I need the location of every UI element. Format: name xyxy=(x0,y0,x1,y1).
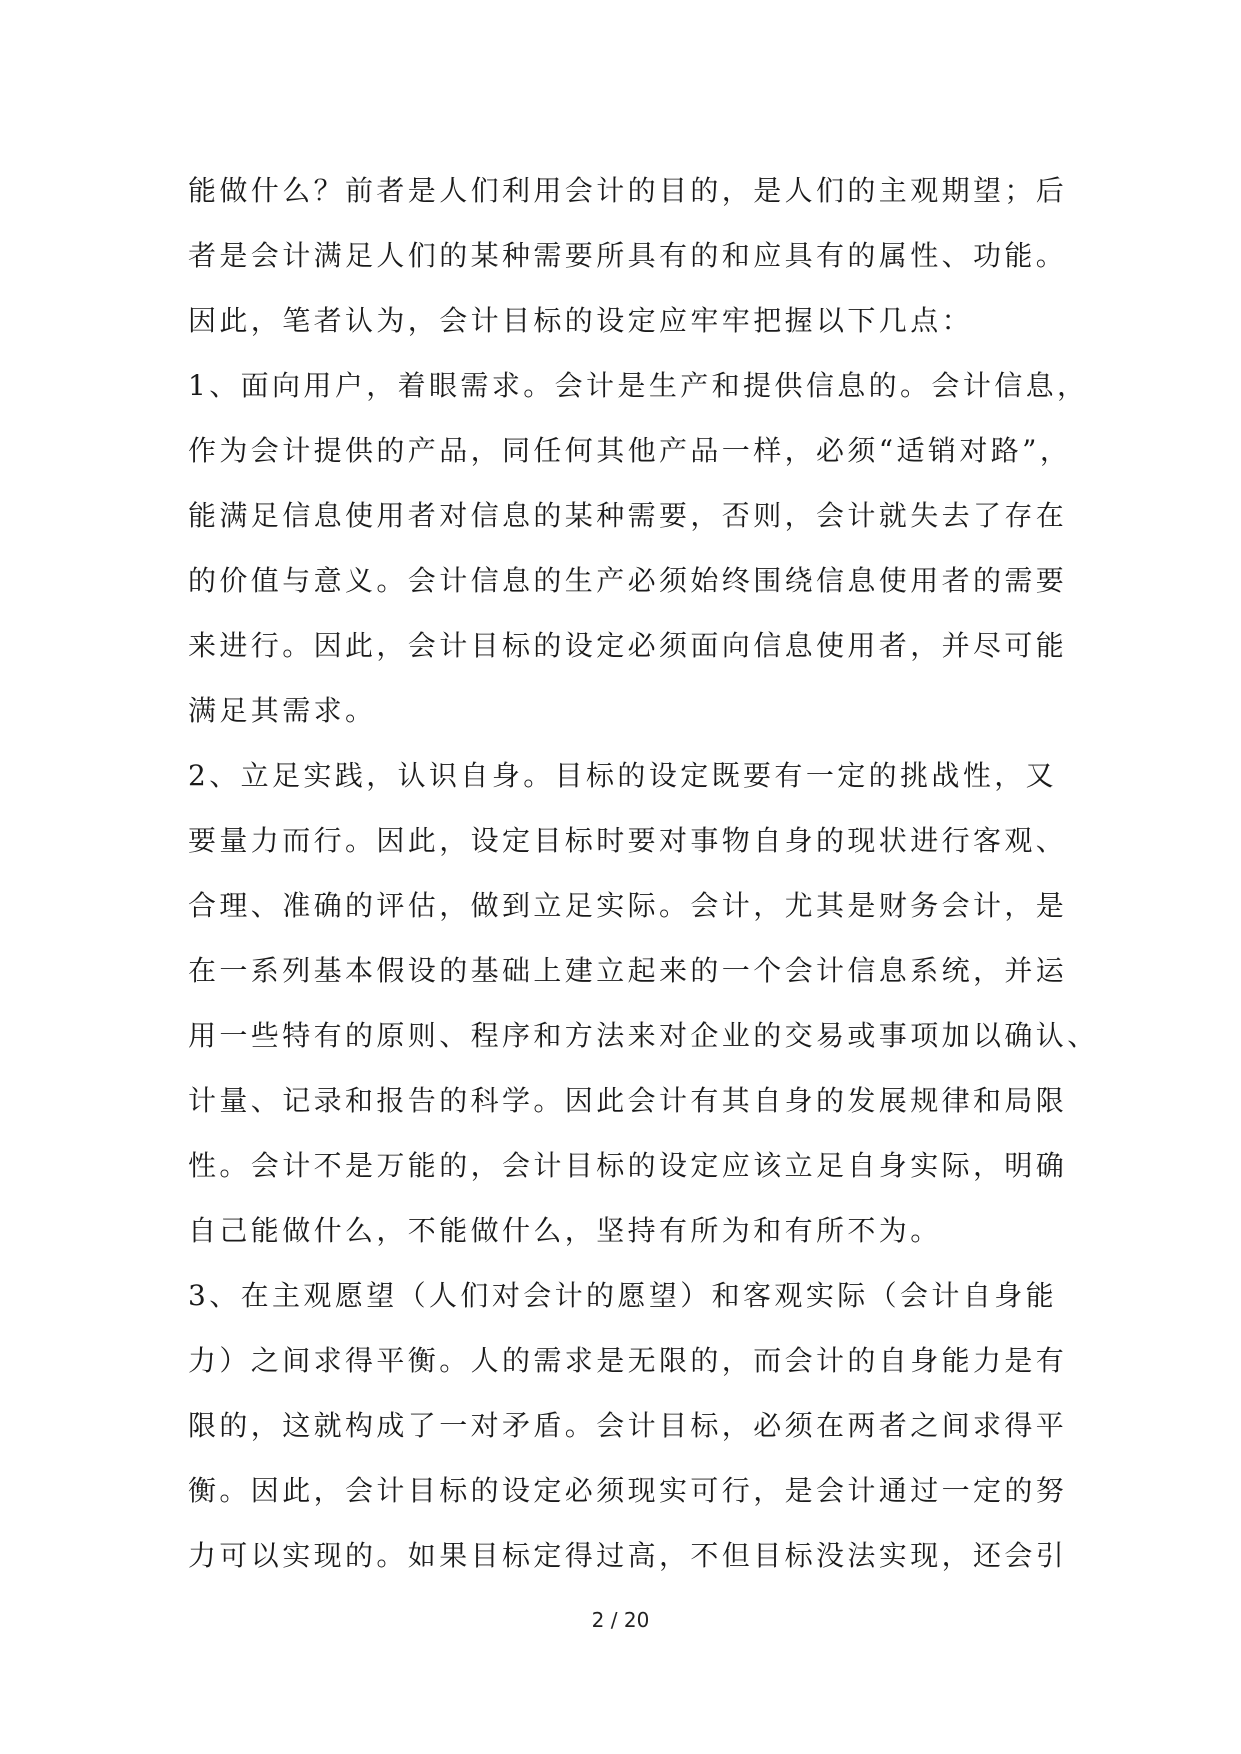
text-line-2: 者是会计满足人们的某种需要所具有的和应具有的属性、功能。 xyxy=(188,239,1068,272)
text-line-15: 计量、记录和报告的科学。因此会计有其自身的发展规律和局限 xyxy=(188,1084,1068,1117)
text-line-13: 在一系列基本假设的基础上建立起来的一个会计信息系统，并运 xyxy=(188,954,1068,987)
text-line-1: 能做什么？前者是人们利用会计的目的，是人们的主观期望；后 xyxy=(188,174,1068,207)
text-line-6: 能满足信息使用者对信息的某种需要，否则，会计就失去了存在 xyxy=(188,499,1068,532)
text-line-18: 3、在主观愿望（人们对会计的愿望）和客观实际（会计自身能 xyxy=(188,1279,1058,1312)
text-line-22: 力可以实现的。如果目标定得过高，不但目标没法实现，还会引 xyxy=(188,1539,1068,1572)
text-line-21: 衡。因此，会计目标的设定必须现实可行，是会计通过一定的努 xyxy=(188,1474,1068,1507)
text-line-9: 满足其需求。 xyxy=(188,694,377,727)
text-line-4: 1、面向用户，着眼需求。会计是生产和提供信息的。会计信息， xyxy=(188,369,1089,402)
page-number: 2 / 20 xyxy=(591,1608,650,1632)
text-line-17: 自己能做什么，不能做什么，坚持有所为和有所不为。 xyxy=(188,1214,942,1247)
text-line-14: 用一些特有的原则、程序和方法来对企业的交易或事项加以确认、 xyxy=(188,1019,1099,1052)
text-line-16: 性。会计不是万能的，会计目标的设定应该立足自身实际，明确 xyxy=(188,1149,1068,1182)
text-line-12: 合理、准确的评估，做到立足实际。会计，尤其是财务会计，是 xyxy=(188,889,1068,922)
text-line-10: 2、立足实践，认识自身。目标的设定既要有一定的挑战性，又 xyxy=(188,759,1058,792)
text-line-3: 因此，笔者认为，会计目标的设定应牢牢把握以下几点： xyxy=(188,304,974,337)
text-line-7: 的价值与意义。会计信息的生产必须始终围绕信息使用者的需要 xyxy=(188,564,1068,597)
text-line-19: 力）之间求得平衡。人的需求是无限的，而会计的自身能力是有 xyxy=(188,1344,1068,1377)
text-line-20: 限的，这就构成了一对矛盾。会计目标，必须在两者之间求得平 xyxy=(188,1409,1068,1442)
text-line-8: 来进行。因此，会计目标的设定必须面向信息使用者，并尽可能 xyxy=(188,629,1068,662)
text-line-11: 要量力而行。因此，设定目标时要对事物自身的现状进行客观、 xyxy=(188,824,1068,857)
body-text xyxy=(188,158,1099,1588)
text-line-5: 作为会计提供的产品，同任何其他产品一样，必须“适销对路”， xyxy=(188,434,1072,467)
